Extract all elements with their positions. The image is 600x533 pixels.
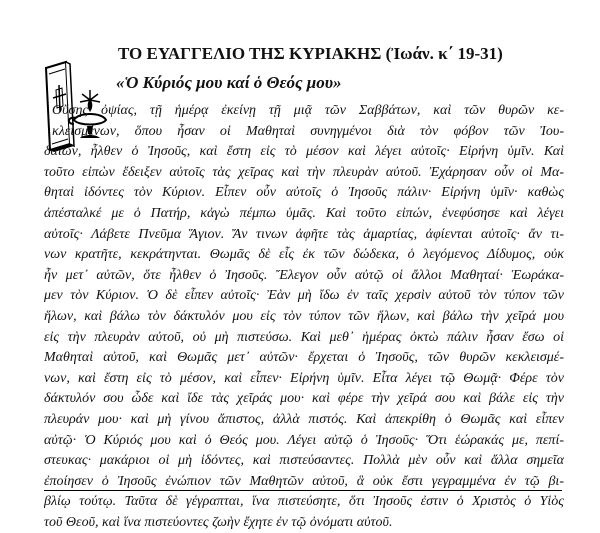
text-line: πλευράν μου· καὶ μὴ γίνου ἄπιστος, ἀλλὰ πιστός. Καὶ ἀπεκρίθη ὁ Θωμᾶς καὶ εἶπεν xyxy=(44,411,564,427)
page-title: ΤΟ ΕΥΑΓΓΕΛΙΟ ΤΗΣ ΚΥΡΙΑΚΗΣ (Ἰωάν. κ΄ 19-31) xyxy=(118,44,503,63)
text-line: στευκας· μακάριοι οἱ μὴ ἰδόντες, καὶ πιστεύσαντες. Πολλὰ μὲν οὖν καὶ ἄλλα σημεῖα xyxy=(44,453,564,469)
text-line: Οὔσης ὀψίας, τῇ ἡμέρᾳ ἐκείνῃ τῇ μιᾷ τῶν Σαββάτων, καὶ τῶν θυρῶν κε- xyxy=(52,103,564,118)
text-line: νων κρατῆτε, κεκράτηνται. Θωμᾶς δὲ εἷς ἐκ τῶν δώδεκα, ὁ λεγόμενος Δίδυμος, οὐκ xyxy=(44,247,564,263)
text-line: τοῦ Θεοῦ, καὶ ἵνα πιστεύοντες ζωὴν ἔχητε ἐν τῷ ὀνόματι αὐτοῦ. xyxy=(44,514,393,530)
bottom-divider xyxy=(44,490,562,491)
text-line: κλεισμένων, ὅπου ἦσαν οἱ Μαθηταὶ συνηγμένοι διὰ τὸν φόβον τῶν Ἰου- xyxy=(52,123,564,139)
text-line: νων, καὶ ἔστη εἰς τὸ μέσον, καὶ εἶπεν· Εἰρήνη ὑμῖν. Εἶτα λέγει τῷ Θωμᾷ· Φέρε τὸν xyxy=(44,370,564,386)
text-line: ἥλων, καὶ βάλω τὸν δάκτυλόν μου εἰς τὸν τύπον τῶν ἥλων, καὶ βάλω τὴν χεῖρά μου xyxy=(44,308,564,324)
text-line: ἐποίησεν ὁ Ἰησοῦς ἐνώπιον τῶν Μαθητῶν αὐτοῦ, ἃ οὐκ ἔστι γεγραμμένα ἐν τῷ βι- xyxy=(44,473,564,489)
page-subtitle: «Ὁ Κύριός μου καί ὁ Θεός μου» xyxy=(116,73,342,92)
text-line: βλίῳ τούτῳ. Ταῦτα δὲ γέγραπται, ἵνα πιστεύσητε, ὅτι Ἰησοῦς ἐστιν ὁ Χριστὸς ὁ Υἱὸς xyxy=(44,494,564,510)
text-line: αὐτοῖς· Λάβετε Πνεῦμα Ἅγιον. Ἄν τινων ἀφῆτε τὰς ἁμαρτίας, ἀφίενται αὐτοῖς· ἄν τι- xyxy=(44,226,564,242)
text-line: τοῦτο εἰπὼν ἔδειξεν αὐτοῖς τὰς χεῖρας καὶ τὴν πλευρὰν αὐτοῦ. Ἐχάρησαν οὖν οἱ Μα- xyxy=(44,164,564,180)
text-line: εἰς τὴν πλευρὰν αὐτοῦ, οὐ μὴ πιστεύσω. Καὶ μεθ᾽ ἡμέρας ὀκτὼ πάλιν ἦσαν ἔσω οἱ xyxy=(44,329,564,345)
text-line: δαίων, ἦλθεν ὁ Ἰησοῦς, καὶ ἔστη εἰς τὸ μέσον καὶ λέγει αὐτοῖς· Εἰρήνη ὑμῖν. Καὶ xyxy=(44,144,564,160)
gospel-text xyxy=(44,101,564,533)
text-line: Μαθηταὶ αὐτοῦ, καὶ Θωμᾶς μετ᾽ αὐτῶν· ἔρχεται ὁ Ἰησοῦς, τῶν θυρῶν κεκλεισμέ- xyxy=(44,350,564,366)
text-line: μεν τὸν Κύριον. Ὁ δὲ εἶπεν αὐτοῖς· Ἐὰν μὴ ἴδω ἐν ταῖς χερσὶν αὐτοῦ τὸν τύπον τῶν xyxy=(44,288,564,304)
text-line: ἀπέσταλκέ με ὁ Πατήρ, κἀγὼ πέμπω ὑμᾶς. Καὶ τοῦτο εἰπών, ἐνεφύσησε καὶ λέγει xyxy=(44,205,564,221)
text-line: θηταὶ ἰδόντες τὸν Κύριον. Εἶπεν οὖν αὐτοῖς ὁ Ἰησοῦς πάλιν· Εἰρήνη ὑμῖν· καθὼς xyxy=(44,185,564,201)
text-line: ἦν μετ᾽ αὐτῶν, ὅτε ἦλθεν ὁ Ἰησοῦς. Ἔλεγον οὖν αὐτῷ οἱ ἄλλοι Μαθηταί· Ἑωράκα- xyxy=(44,267,564,283)
text-line: αὐτῷ· Ὁ Κύριός μου καὶ ὁ Θεός μου. Λέγει αὐτῷ ὁ Ἰησοῦς· Ὅτι ἑώρακάς με, πεπί- xyxy=(44,432,564,448)
text-line: δάκτυλόν σου ὧδε καὶ ἴδε τὰς χεῖράς μου· καὶ φέρε τὴν χεῖρά σου καὶ βάλε εἰς τὴν xyxy=(44,391,564,407)
